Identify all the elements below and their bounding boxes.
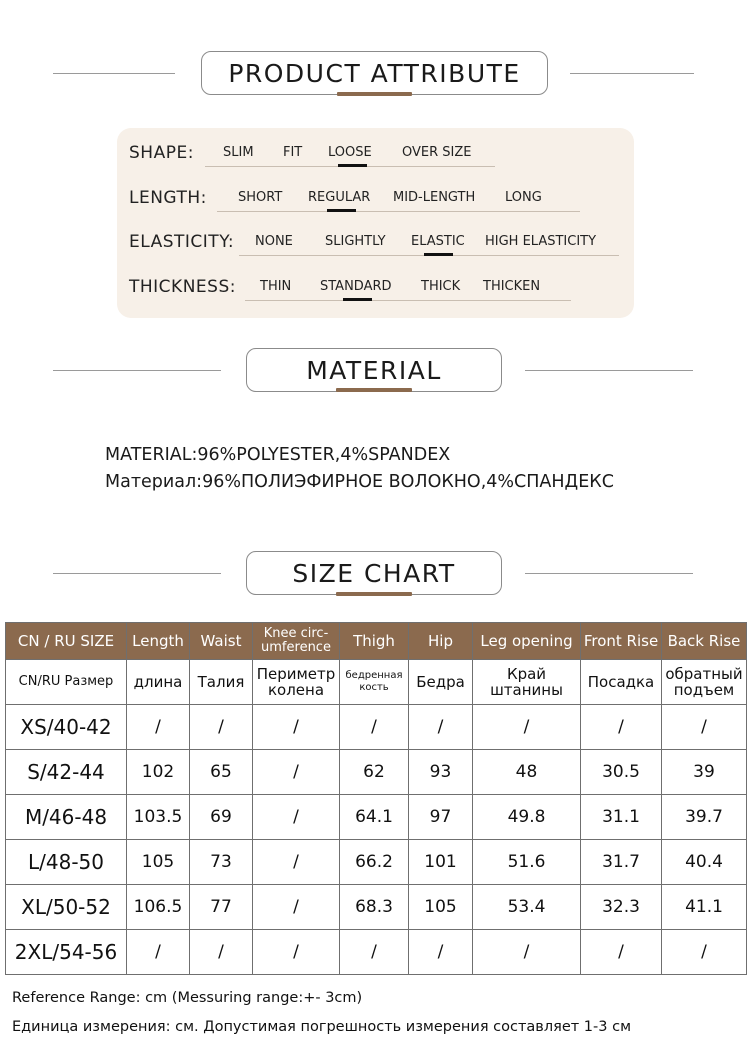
table-cell: 31.1 (581, 795, 662, 840)
attribute-option: OVER SIZE (402, 145, 472, 160)
column-header: Hip (409, 623, 473, 660)
column-header-ru: бедренная кость (340, 660, 409, 705)
table-cell: / (340, 705, 409, 750)
column-header-ru: Талия (190, 660, 253, 705)
table-cell: / (253, 840, 340, 885)
section-title: MATERIAL (246, 348, 502, 392)
divider-left (53, 370, 221, 371)
table-cell: 32.3 (581, 885, 662, 930)
selected-marker (343, 298, 372, 301)
attribute-option: THICKEN (483, 279, 541, 294)
column-header-ru: Бедра (409, 660, 473, 705)
size-label-cell: 2XL/54-56 (6, 930, 127, 975)
table-cell: / (190, 705, 253, 750)
table-cell: 64.1 (340, 795, 409, 840)
attribute-baseline (217, 211, 580, 212)
table-cell: 66.2 (340, 840, 409, 885)
material-composition-ru: Материал:96%ПОЛИЭФИРНОЕ ВОЛОКНО,4%СПАНДЕКС (105, 472, 614, 492)
attribute-option-selected: ELASTIC (411, 234, 465, 249)
table-cell: 106.5 (127, 885, 190, 930)
size-chart-header (0, 551, 750, 599)
table-cell: / (253, 930, 340, 975)
column-header-ru: CN/RU Размер (6, 660, 127, 705)
column-header: Thigh (340, 623, 409, 660)
attribute-label: ELASTICITY: (129, 232, 235, 252)
title-underline (337, 92, 412, 96)
table-cell: 31.7 (581, 840, 662, 885)
table-cell: / (581, 930, 662, 975)
table-cell: 103.5 (127, 795, 190, 840)
attribute-row-length (117, 186, 634, 216)
attribute-label: LENGTH: (129, 188, 207, 208)
table-cell: / (473, 930, 581, 975)
attribute-option: SHORT (238, 190, 283, 205)
table-row (6, 840, 747, 885)
table-cell: / (253, 885, 340, 930)
column-header: Knee circ-umference (253, 623, 340, 660)
table-cell: 105 (409, 885, 473, 930)
table-row (6, 885, 747, 930)
size-label-cell: XL/50-52 (6, 885, 127, 930)
size-label-cell: XS/40-42 (6, 705, 127, 750)
table-cell: / (409, 705, 473, 750)
column-header: Waist (190, 623, 253, 660)
column-header-ru: Периметр колена (253, 660, 340, 705)
size-chart-table (5, 622, 747, 975)
table-cell: / (409, 930, 473, 975)
attribute-option: NONE (255, 234, 293, 249)
attribute-row-elasticity (117, 230, 634, 260)
table-cell: 73 (190, 840, 253, 885)
column-header-ru: обратный подъем (662, 660, 747, 705)
attribute-option: SLIGHTLY (325, 234, 386, 249)
title-underline (336, 388, 412, 392)
size-label-cell: S/42-44 (6, 750, 127, 795)
divider-right (570, 73, 694, 74)
reference-range-note-ru: Единица измерения: см. Допустимая погрешность измерения составляет 1-3 см (12, 1019, 632, 1035)
table-cell: 53.4 (473, 885, 581, 930)
table-cell: / (253, 750, 340, 795)
attribute-baseline (245, 300, 571, 301)
selected-marker (327, 209, 356, 212)
divider-right (525, 573, 693, 574)
divider-left (53, 73, 175, 74)
table-cell: 93 (409, 750, 473, 795)
table-cell: 40.4 (662, 840, 747, 885)
size-label-cell: M/46-48 (6, 795, 127, 840)
header-row-en (6, 623, 747, 660)
table-cell: 30.5 (581, 750, 662, 795)
attribute-option: SLIM (223, 145, 254, 160)
header-row-ru (6, 660, 747, 705)
table-cell: 62 (340, 750, 409, 795)
table-cell: 102 (127, 750, 190, 795)
table-cell: / (340, 930, 409, 975)
attribute-option: THICK (421, 279, 461, 294)
attribute-option: FIT (283, 145, 303, 160)
attribute-option-selected: REGULAR (308, 190, 371, 205)
material-header (0, 348, 750, 396)
attribute-option: HIGH ELASTICITY (485, 234, 597, 249)
attribute-option: THIN (260, 279, 292, 294)
attribute-option: MID-LENGTH (393, 190, 476, 205)
table-cell: / (662, 930, 747, 975)
divider-left (53, 573, 221, 574)
table-cell: 101 (409, 840, 473, 885)
table-cell: / (190, 930, 253, 975)
column-header: Back Rise (662, 623, 747, 660)
table-row (6, 705, 747, 750)
attribute-option-selected: STANDARD (320, 279, 392, 294)
table-cell: 65 (190, 750, 253, 795)
attribute-panel (117, 128, 634, 318)
table-cell: 51.6 (473, 840, 581, 885)
table-cell: 68.3 (340, 885, 409, 930)
column-header-ru: Посадка (581, 660, 662, 705)
attribute-label: SHAPE: (129, 143, 194, 163)
column-header: Leg opening (473, 623, 581, 660)
divider-right (525, 370, 693, 371)
column-header: Length (127, 623, 190, 660)
attribute-row-thickness (117, 275, 634, 305)
reference-range-note: Reference Range: cm (Messuring range:+- 3cm) (12, 990, 363, 1006)
column-header-ru: Край штанины (473, 660, 581, 705)
table-cell: 41.1 (662, 885, 747, 930)
attribute-row-shape (117, 141, 634, 171)
product-attribute-header (0, 51, 750, 99)
section-title: SIZE CHART (246, 551, 502, 595)
table-cell: 39 (662, 750, 747, 795)
table-cell: / (253, 705, 340, 750)
table-cell: 97 (409, 795, 473, 840)
table-cell: / (662, 705, 747, 750)
material-composition-en: MATERIAL:96%POLYESTER,4%SPANDEX (105, 445, 451, 465)
attribute-option: LONG (505, 190, 542, 205)
table-cell: 49.8 (473, 795, 581, 840)
attribute-label: THICKNESS: (129, 277, 236, 297)
table-cell: 39.7 (662, 795, 747, 840)
table-cell: / (127, 705, 190, 750)
table-row (6, 750, 747, 795)
selected-marker (338, 164, 367, 167)
column-header-ru: длина (127, 660, 190, 705)
table-row (6, 795, 747, 840)
size-label-cell: L/48-50 (6, 840, 127, 885)
table-cell: 77 (190, 885, 253, 930)
column-header: Front Rise (581, 623, 662, 660)
table-cell: / (253, 795, 340, 840)
title-underline (336, 592, 412, 596)
table-cell: / (127, 930, 190, 975)
attribute-option-selected: LOOSE (328, 145, 372, 160)
table-row (6, 930, 747, 975)
section-title: PRODUCT ATTRIBUTE (201, 51, 548, 95)
table-cell: 48 (473, 750, 581, 795)
table-cell: 69 (190, 795, 253, 840)
table-cell: / (581, 705, 662, 750)
column-header: CN / RU SIZE (6, 623, 127, 660)
table-cell: 105 (127, 840, 190, 885)
table-cell: / (473, 705, 581, 750)
selected-marker (424, 253, 453, 256)
